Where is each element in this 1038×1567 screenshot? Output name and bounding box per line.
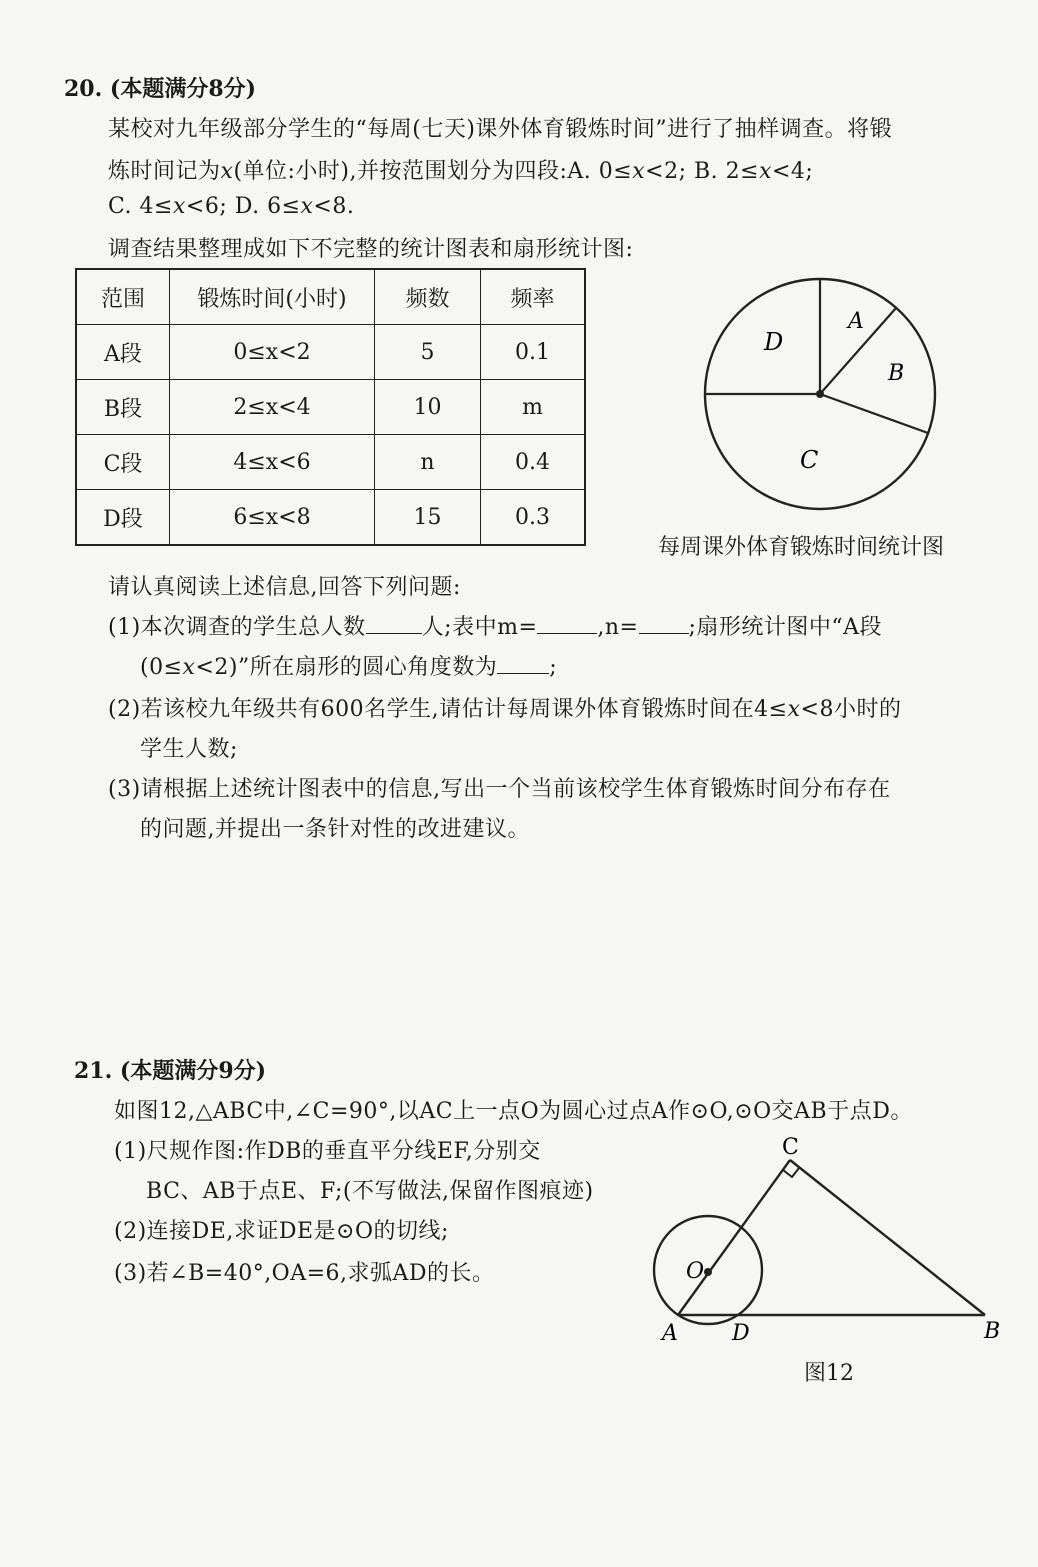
- answer-blank-total[interactable]: [366, 613, 422, 634]
- q20-part1-c: ,n=: [597, 615, 639, 640]
- table-cell: B段: [76, 380, 170, 435]
- frequency-table: [75, 268, 586, 546]
- var-x: x: [172, 194, 186, 219]
- label-b: B: [984, 1319, 1001, 1344]
- q21-part1-line1: (1)尺规作图:作DB的垂直平分线EF,分别交: [114, 1139, 541, 1164]
- table-cell: 0≤x<2: [170, 325, 375, 380]
- var-x: x: [220, 159, 234, 184]
- q20-part1-line2: [140, 650, 557, 681]
- q20-part1-line2-c: ;: [549, 655, 558, 680]
- q20-part1-a: (1)本次调查的学生总人数: [108, 615, 366, 640]
- q20-part2-line2: 学生人数;: [140, 737, 238, 762]
- table-cell: D段: [76, 490, 170, 546]
- table-cell: m: [481, 380, 586, 435]
- var-x: x: [787, 697, 801, 722]
- table-cell: 5: [375, 325, 481, 380]
- table-row: [76, 380, 585, 435]
- label-c: C: [782, 1135, 799, 1160]
- table-cell: 6≤x<8: [170, 490, 375, 546]
- q20-part1-line1: [108, 610, 882, 641]
- q20-part2-line1: [108, 692, 901, 723]
- center-dot-o: [704, 1268, 712, 1276]
- q21-intro: 如图12,△ABC中,∠C=90°,以AC上一点O为圆心过点A作⊙O,⊙O交AB于点D。: [114, 1099, 913, 1124]
- q20-intro-line3-a: C. 4≤: [108, 194, 173, 219]
- pie-label-c: C: [800, 446, 819, 474]
- table-header-cell: 锻炼时间(小时): [170, 269, 375, 325]
- q20-part1-line2-a: (0≤: [140, 655, 183, 680]
- table-cell: 0.1: [481, 325, 586, 380]
- q20-read-prompt: 请认真阅读上述信息,回答下列问题:: [108, 575, 461, 600]
- pie-chart: [700, 268, 940, 518]
- label-d: D: [732, 1321, 750, 1346]
- pie-label-a: A: [848, 309, 864, 334]
- q21-header: 21. (本题满分9分): [74, 1058, 267, 1084]
- table-cell: 0.4: [481, 435, 586, 490]
- q20-part3-line2: 的问题,并提出一条针对性的改进建议。: [140, 817, 530, 842]
- q20-part1-d: ;扇形统计图中“A段: [688, 615, 883, 640]
- var-x: x: [182, 655, 196, 680]
- table-cell: 4≤x<6: [170, 435, 375, 490]
- q20-intro-line3-c: <8.: [313, 194, 355, 219]
- q20-part1-line2-b: <2)”所在扇形的圆心角度数为: [195, 655, 498, 680]
- q20-part3-line1: (3)请根据上述统计图表中的信息,写出一个当前该校学生体育锻炼时间分布存在: [108, 777, 891, 802]
- segment-ac: [678, 1160, 790, 1315]
- pie-label-b: B: [888, 361, 905, 386]
- label-a: A: [662, 1321, 678, 1346]
- table-cell: 15: [375, 490, 481, 546]
- table-header-cell: 频率: [481, 269, 586, 325]
- segment-cb: [790, 1160, 985, 1315]
- pie-label-d: D: [764, 328, 784, 356]
- q20-intro-line2-d: <4;: [772, 159, 814, 184]
- pie-center-dot: [816, 390, 824, 398]
- answer-blank-m[interactable]: [537, 613, 597, 634]
- table-cell: 10: [375, 380, 481, 435]
- table-cell: C段: [76, 435, 170, 490]
- label-o: O: [686, 1259, 705, 1284]
- table-header-row: [76, 269, 585, 325]
- q20-intro-line2-c: <2; B. 2≤: [645, 159, 760, 184]
- answer-blank-angle[interactable]: [497, 653, 549, 674]
- var-x: x: [632, 159, 646, 184]
- table-row: [76, 435, 585, 490]
- geometry-figure-12: [640, 1130, 1020, 1360]
- q20-intro-line3-b: <6; D. 6≤: [185, 194, 301, 219]
- pie-caption: 每周课外体育锻炼时间统计图: [658, 535, 945, 560]
- q20-header: 20. (本题满分8分): [64, 76, 257, 102]
- table-cell: A段: [76, 325, 170, 380]
- table-cell: n: [375, 435, 481, 490]
- table-cell: 2≤x<4: [170, 380, 375, 435]
- q20-part2-b: <8小时的: [800, 697, 902, 722]
- table-row: [76, 325, 585, 380]
- q20-intro-line2-b: (单位:小时),并按范围划分为四段:A. 0≤: [233, 159, 633, 184]
- table-header-cell: 范围: [76, 269, 170, 325]
- figure-caption: 图12: [804, 1361, 854, 1386]
- q20-intro-line3: [108, 194, 354, 219]
- table-cell: 0.3: [481, 490, 586, 546]
- table-header-cell: 频数: [375, 269, 481, 325]
- answer-blank-n[interactable]: [639, 613, 689, 634]
- q20-intro-line1: 某校对九年级部分学生的“每周(七天)课外体育锻炼时间”进行了抽样调查。将锻: [108, 117, 893, 142]
- q21-part1-line2: BC、AB于点E、F;(不写做法,保留作图痕迹): [146, 1179, 594, 1204]
- q21-part3: (3)若∠B=40°,OA=6,求弧AD的长。: [114, 1261, 495, 1286]
- q20-part2-a: (2)若该校九年级共有600名学生,请估计每周课外体育锻炼时间在4≤: [108, 697, 788, 722]
- right-angle-mark: [783, 1168, 799, 1177]
- q20-intro-line4: 调查结果整理成如下不完整的统计图表和扇形统计图:: [108, 237, 634, 262]
- var-x: x: [759, 159, 772, 184]
- q21-part2: (2)连接DE,求证DE是⊙O的切线;: [114, 1219, 449, 1244]
- table-row: [76, 490, 585, 546]
- var-x: x: [300, 194, 314, 219]
- q20-part1-b: 人;表中m=: [421, 615, 538, 640]
- q20-intro-line2-a: 炼时间记为: [108, 159, 221, 184]
- q20-intro-line2: [108, 154, 813, 185]
- pie-divider-b-c: [820, 394, 928, 433]
